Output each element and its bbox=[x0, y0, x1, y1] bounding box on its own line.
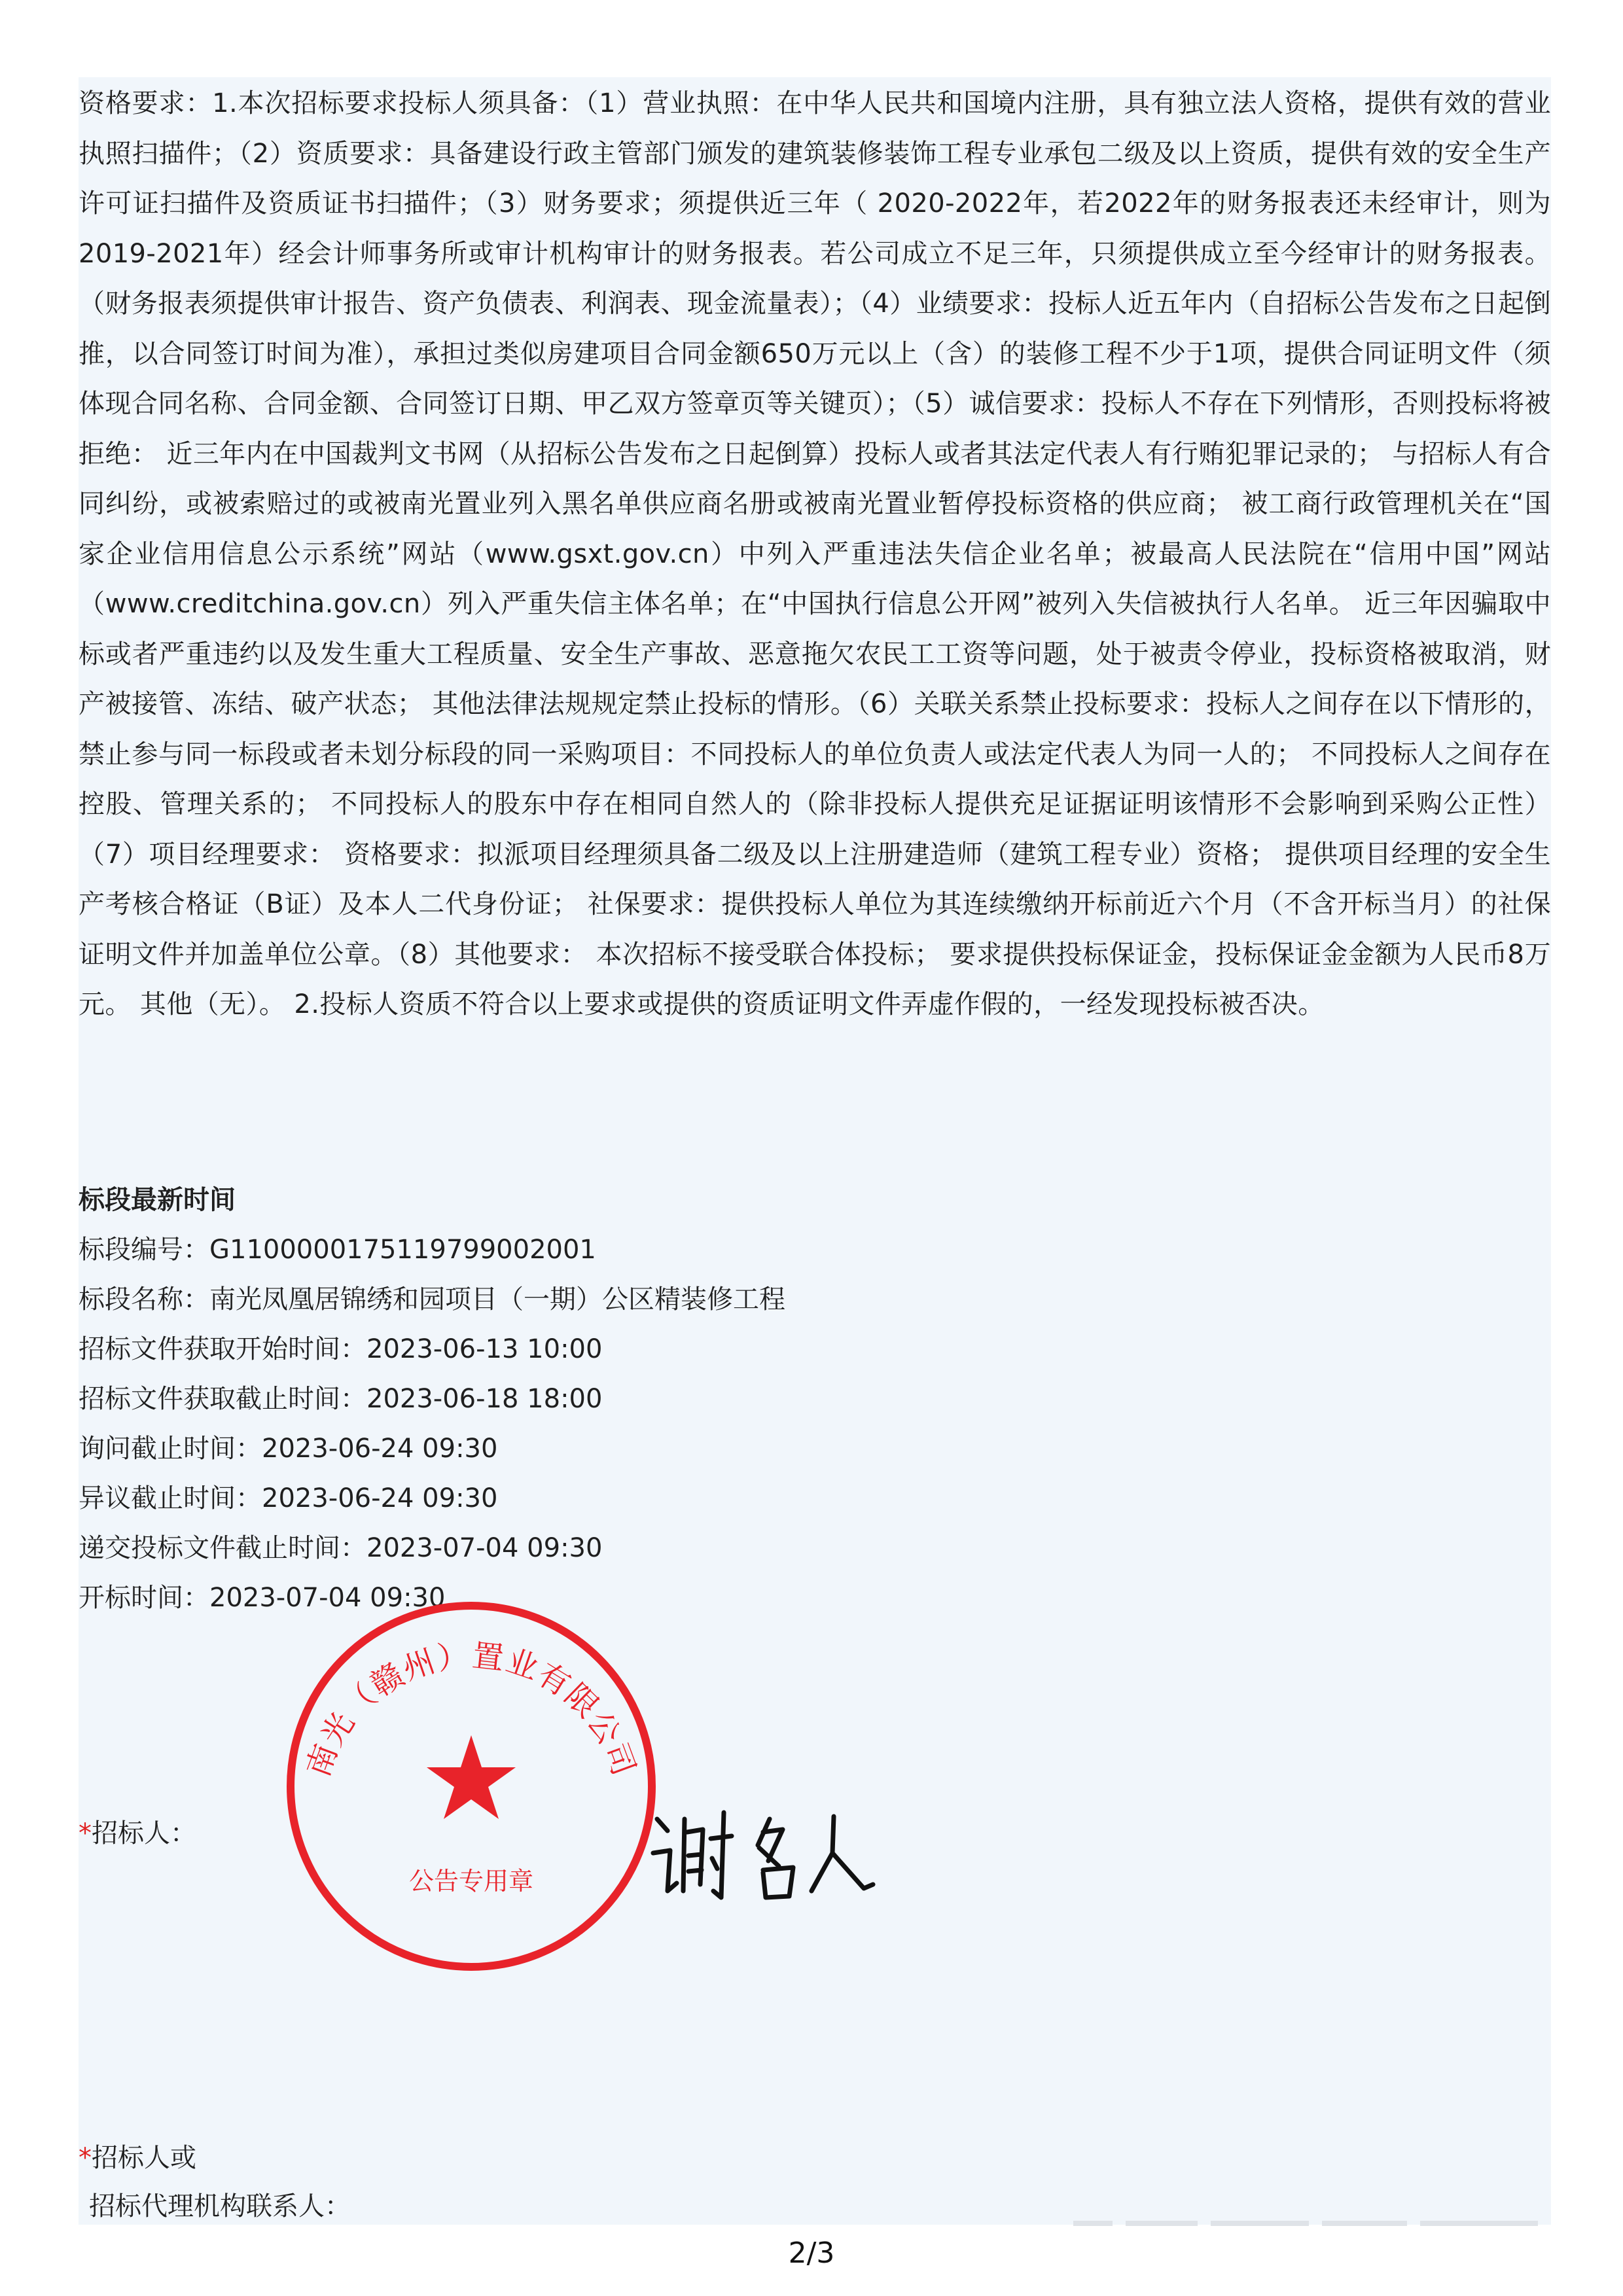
section-heading: 标段最新时间 bbox=[79, 1185, 236, 1215]
contact-label bbox=[79, 2137, 196, 2174]
info-line-doc-end-time: 招标文件获取截止时间：2023-06-18 18:00 bbox=[79, 1384, 603, 1414]
seal-company-text: 南光（赣州）置业有限公司 bbox=[300, 1637, 643, 1782]
info-line-inquiry-deadline: 询问截止时间：2023-06-24 09:30 bbox=[79, 1434, 498, 1464]
tenderer-label bbox=[79, 1812, 196, 1850]
info-line-objection-deadline: 异议截止时间：2023-06-24 09:30 bbox=[79, 1483, 498, 1513]
faint-footer-text bbox=[1073, 2217, 1544, 2230]
tenderer-label-text: 招标人： bbox=[92, 1818, 196, 1848]
page-number: 2/3 bbox=[788, 2236, 835, 2270]
handwritten-signature bbox=[648, 1793, 883, 1911]
required-star: * bbox=[79, 2143, 92, 2173]
info-line-section-name: 标段名称：南光凤凰居锦绣和园项目（一期）公区精装修工程 bbox=[79, 1284, 785, 1315]
contact-label-line2: 招标代理机构联系人： bbox=[89, 2191, 351, 2221]
info-line-doc-start-time: 招标文件获取开始时间：2023-06-13 10:00 bbox=[79, 1334, 603, 1364]
required-star: * bbox=[79, 1818, 92, 1848]
qualification-paragraph: 资格要求：1.本次招标要求投标人须具备：（1）营业执照：在中华人民共和国境内注册，具有独立法人资格，提供有效的营业执照扫描件；（2）资质要求：具备建设行政主管部门颁发的建筑装修装饰工程专业承包二级及以上资质，提供有效的安全生产许可证扫描件及资质证书扫描件；（3）财务要求；须提供近三年（ 2020-2022年，若2022年的财务报表还未经审计，则为2019-2021年）经会计师事务所或审计机构审计的财务报表。若公司成立不足三年，只须提供成立至今经审计的财务报表。（财务报表须提供审计报告、资产负债表、利润表、现金流量表）；（4）业绩要求：投标人近五年内（自招标公告发布之日起倒推，以合同签订时间为准），承担过类似房建项目合同金额650万元以上（含）的装修工程不少于1项，提供合同证明文件（须体现合同名称、合同金额、合同签订日期、甲乙双方签章页等关键页）；（5）诚信要求：投标人不存在下列情形，否则投标将被拒绝： 近三年内在中国裁判文书网（从招标公告发布之日起倒算）投标人或者其法定代表人有行贿犯罪记录的； 与招标人有合同纠纷，或被索赔过的或被南光置业列入黑名单供应商名册或被南光置业暂停投标资格的供应商； 被工商行政管理机关在“国家企业信用信息公示系统”网站（www.gsxt.gov.cn）中列入严重违法失信企业名单；被最高人民法院在“信用中国”网站（www.creditchina.gov.cn）列入严重失信主体名单；在“中国执行信息公开网”被列入失信被执行人名单。 近三年因骗取中标或者严重违约以及发生重大工程质量、安全生产事故、恶意拖欠农民工工资等问题，处于被责令停业，投标资格被取消，财产被接管、冻结、破产状态； 其他法律法规规定禁止投标的情形。（6）关联关系禁止投标要求：投标人之间存在以下情形的，禁止参与同一标段或者未划分标段的同一采购项目：不同投标人的单位负责人或法定代表人为同一人的； 不同投标人之间存在控股、管理关系的； 不同投标人的股东中存在相同自然人的（除非投标人提供充足证据证明该情形不会影响到采购公正性）（7）项目经理要求： 资格要求：拟派项目经理须具备二级及以上注册建造师（建筑工程专业）资格； 提供项目经理的安全生产考核合格证（B证）及本人二代身份证； 社保要求：提供投标人单位为其连续缴纳开标前近六个月（不含开标当月）的社保证明文件并加盖单位公章。（8）其他要求： 本次招标不接受联合体投标； 要求提供投标保证金，投标保证金金额为人民币8万元。 其他（无）。 2.投标人资质不符合以上要求或提供的资质证明文件弄虚作假的，一经发现投标被否决。 bbox=[79, 88, 1551, 1019]
company-seal bbox=[281, 1597, 661, 1976]
contact-label-line1: 招标人或 bbox=[92, 2143, 196, 2173]
info-line-submission-deadline: 递交投标文件截止时间：2023-07-04 09:30 bbox=[79, 1533, 603, 1563]
info-line-opening-time: 开标时间：2023-07-04 09:30 bbox=[79, 1583, 446, 1613]
info-line-section-number: 标段编号：G1100000175119799002001 bbox=[79, 1235, 596, 1265]
star-icon bbox=[427, 1735, 516, 1819]
seal-subtitle: 公告专用章 bbox=[408, 1867, 534, 1896]
